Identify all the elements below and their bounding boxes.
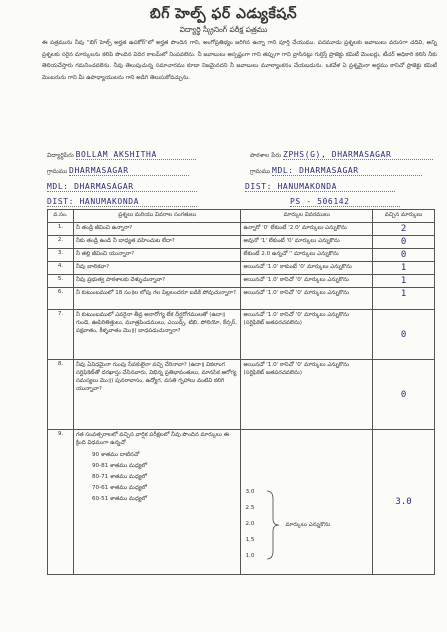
row-got: 1 xyxy=(373,288,435,310)
q9-marks-label: మార్కులు ఎన్నుకొను xyxy=(285,522,331,528)
row-got: 3.0 xyxy=(373,430,435,575)
row-question: నీ కుటుంబములో ఎవరైనా తీవ్ర అనారోగ్య లేక దీర్ఘరోగములతో (ఉదా॥ గుండె, ఊపిరితిత్తులు, మూత్రపిండములు, ఎయిడ్స్, టిబి, పోలియో, కేన్సర్, పక్షవాతం, కీళ్ళవాతం మొ॥) బాధపడుచున్నారా? xyxy=(73,310,241,360)
ps-code-value: PS - 506142 xyxy=(290,197,400,207)
table-row xyxy=(48,236,435,249)
row-no: 6. xyxy=(48,288,74,310)
row-marks: లేకుంటే 2.0 ఉన్నచో '' మార్కులు ఎన్నుకొను xyxy=(241,249,373,262)
school-value: ZPHS(G), DHARMASAGAR xyxy=(283,150,433,160)
school-label: పాఠశాల పేరు xyxy=(250,152,282,159)
table-row xyxy=(48,249,435,262)
row-no: 3. xyxy=(48,249,74,262)
mandal-row xyxy=(47,182,197,192)
q9-scale-value: 2.0 xyxy=(245,521,255,527)
school-row xyxy=(250,150,433,160)
row-question: నీ తల్లి జీవించి యున్నారా? xyxy=(73,249,241,262)
q9-scale-value: 3.0 xyxy=(245,489,255,495)
row-marks: అయినచో '1.0' కాకుంటే '0' మార్కులు ఎన్నుకొను xyxy=(241,262,373,275)
row-question: నీవు ఏవిధమైనా గుంపు సేవకులైనా వచ్చి చేరినావా? (ఉదా॥ వికలాంగ సర్టిఫికెట్‌తో దరఖాస్తు చేసినవారు, విభిన్న ప్రతిభావంతులు, మానసిక ఆరోగ్య సమస్యలు మొ॥) పునరావాసం, ఉద్యోగ, వసతి గృహాలు వంటివి కలిగి యున్నావా? xyxy=(73,360,241,430)
student-name-row xyxy=(47,150,196,160)
dist-value: DIST: HANUMAKONDA xyxy=(47,197,197,207)
table-row xyxy=(48,430,435,575)
row-marks: ఉన్నారో '0' లేకుంటే '2.0' మార్కులు ఎన్నుకొను xyxy=(241,223,373,236)
q9-scale-value: 1.0 xyxy=(245,553,255,559)
village2-value: MDL: DHARMASAGAR xyxy=(272,166,422,176)
row-got: 1 xyxy=(373,262,435,275)
row-got: 0 xyxy=(373,236,435,249)
row-got: 0 xyxy=(373,310,435,360)
village-value: DHARMASAGAR xyxy=(69,166,189,176)
row-question: నీవు బాలికవా? xyxy=(73,262,241,275)
row-got: 0 xyxy=(373,360,435,430)
page-title: బిగ్ హెల్ప్ ఫర్ ఎడ్యుకేషన్ xyxy=(149,6,298,22)
row-no: 1. xyxy=(48,223,74,236)
table-row xyxy=(48,288,435,310)
q9-ranges xyxy=(76,450,239,505)
q9-range-item: 90 శాతము దాటినచో xyxy=(91,452,140,458)
table-row xyxy=(48,262,435,275)
row-got: 2 xyxy=(373,223,435,236)
q9-scale xyxy=(243,431,370,566)
col-header-question: ప్రశ్నలు మరియు వివరాల సంగతులు xyxy=(73,210,241,223)
row-got: 0 xyxy=(373,249,435,262)
page-subtitle: విద్యార్థి స్క్రీనింగ్ పరీక్ష పత్రము xyxy=(179,25,268,34)
village-row xyxy=(47,166,189,176)
row-no: 8. xyxy=(48,360,74,430)
q9-range-item: 90-81 శాతము మధ్యలో xyxy=(91,463,148,469)
student-name-label: విద్యార్థిపేరు xyxy=(47,152,74,159)
row-question: నీ తండ్రి జీవించి ఉన్నారా? xyxy=(73,223,241,236)
row-question: నీ కుటుంబములో 18 సం॥ల లోపు గల పిల్లలందరూ బడికి పోవుచున్నారా? xyxy=(73,288,241,310)
row-marks-9 xyxy=(241,430,373,575)
instructions-paragraph: ఈ పత్రమును నీవు "బిగ్ హెల్ప్ అర్హత ఉపకోర్"లో అర్హత పొందిన గాని, అంగోప్రతిభ్యం జరిగిన ఉన్నా గాని పూర్తి చేయుము. పదమూడు ప్రశ్నలకు జవాబులు వరుసగా చదివి, అన్ని ప్రశ్నలకు సరైన మార్కులను కలిపి పొందిన విదిర కాలమ్‌లో నింపవలెను. నీ జవాబులు అస్పష్టంగా గాని తప్పుగా గాని వ్రాసినట్లు గుర్తిస్తే ప్రాజెక్టు కమిటీ మెంబర్లు, టీచర్ అధికారి కలిసి నీకు తెలియచేస్తారు గమనించవలెను. నీవు తెలుపుచున్న సమాచారము కూడా నిజమైనదని నీ జవాబులు మూల్యాంకనం చేయబడును. ఒకవేళ ఏ ప్రశ్నమైనా అర్థము కానిచో ప్రాజెక్టు కమిటీ మెంబరును గాని మీ ఉపాధ్యాయులను గాని అడిగి తెలుసుకోవచ్చును. xyxy=(42,40,437,81)
dist2-row xyxy=(245,182,395,192)
q9-range-item: 60-51 శాతము మధ్యలో xyxy=(91,496,148,502)
row-no: 9. xyxy=(48,430,74,575)
col-header-marks-got: వచ్చిన మార్కులు xyxy=(373,210,435,223)
row-marks: అయినచో '1.0' కానిచో '0' మార్కులు ఎన్నుకొను (సర్టిఫికెట్ జతపరచవలెను) xyxy=(241,310,373,360)
table-row xyxy=(48,223,435,236)
table-row xyxy=(48,275,435,288)
row-got: 1 xyxy=(373,275,435,288)
col-header-no: వ.సం. xyxy=(48,210,74,223)
q9-range-item: 70-61 శాతము మధ్యలో xyxy=(91,485,148,491)
dist2-value: DIST: HANUMAKONDA xyxy=(245,182,395,192)
q9-range-item: 80-71 శాతము మధ్యలో xyxy=(91,474,148,480)
q9-text: గత సంవత్సరాలలో వచ్చిన వార్షిక పరీక్షలలో నీవు పొందిన మార్కులు ఈ క్రింది విధముగా ఉన్నచో xyxy=(75,432,230,446)
row-no: 7. xyxy=(48,310,74,360)
q9-scale-value: 2.5 xyxy=(245,505,255,511)
village2-row xyxy=(250,166,422,176)
q9-scale-value: 1.5 xyxy=(245,537,255,543)
mandal-value: MDL: DHARMASAGAR xyxy=(47,182,197,192)
brace-icon xyxy=(263,489,283,561)
row-question: నీవు ప్రభుత్వ పాఠశాలకు వెళ్ళుచున్నావా? xyxy=(73,275,241,288)
village-label: గ్రామము xyxy=(47,168,68,175)
row-marks: అయినచో '1.0' కానిచో '0' మార్కులు ఎన్నుకొను (సర్టిఫికెట్ జతపరచవలెను) xyxy=(241,360,373,430)
questions-table xyxy=(47,209,435,575)
row-marks: అయినచో '1.0' కానిచో '0' మార్కులు ఎన్నుకొను xyxy=(241,288,373,310)
row-question-9 xyxy=(73,430,241,575)
row-marks: అయినచో '1.0' కానిచో '0' మార్కులు ఎన్నుకొను xyxy=(241,275,373,288)
row-no: 5. xyxy=(48,275,74,288)
village2-label: గ్రామము xyxy=(250,168,271,175)
row-question: నీకు తండ్రి ఉండి నీ బాధ్యత వహించుట లేదా? xyxy=(73,236,241,249)
dist-row xyxy=(47,197,197,207)
col-header-marks-detail: మార్కుల వివరములు xyxy=(241,210,373,223)
student-name-value: BOLLAM AKSHITHA xyxy=(76,150,196,160)
table-header-row xyxy=(48,210,435,223)
row-no: 4. xyxy=(48,262,74,275)
table-row xyxy=(48,360,435,430)
row-no: 2. xyxy=(48,236,74,249)
table-row xyxy=(48,310,435,360)
ps-code-row xyxy=(290,197,400,207)
row-marks: అవునో '1' లేకుంటే '0' మార్కులు ఎన్నుకొను xyxy=(241,236,373,249)
